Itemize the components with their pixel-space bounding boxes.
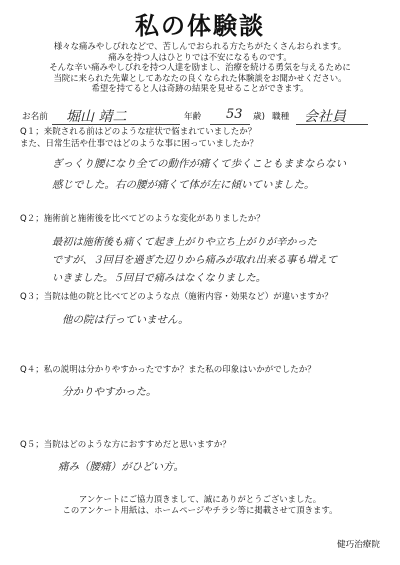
age-label: 年齢 xyxy=(184,112,202,122)
answer-2-line: 最初は施術後も痛くて起き上がりや立ち上がりが辛かった xyxy=(52,237,317,248)
answer-2-line: ですが、３回目を過ぎた辺りから痛みが取れ出来る事も増えて xyxy=(52,255,338,266)
page-title: 私の体験談 xyxy=(135,12,265,40)
answer-2-line: いきました。５回目で痛みはなくなりました。 xyxy=(52,273,266,284)
footer-line: このアンケート用紙は、ホームページやチラシ等に掲載させて頂きます。 xyxy=(62,505,338,515)
question-line: Q１；来院される前はどのような症状で悩まれていましたか？ xyxy=(20,127,257,137)
name-label: お名前 xyxy=(22,112,48,122)
intro-line: そんな辛い痛みやしびれを持つ人達を励まし、治療を続ける勇気を与えるために xyxy=(49,62,351,73)
name-value: 堀山 靖二 xyxy=(66,109,127,125)
answer-1-line: ぎっくり腰になり全ての動作が痛くて歩くこともままならない xyxy=(52,158,346,170)
answer-4: 分かりやすかった。 xyxy=(62,386,157,398)
age-suffix: 歳) xyxy=(253,112,265,122)
intro-line: 当院に来られた先輩としてあなたの良くなられた体験談をお聞かせください。 xyxy=(53,72,347,83)
question-line: また、日常生活や仕事ではどのような事に困っていましたか？ xyxy=(20,138,259,149)
footer-line: アンケートにご協力頂きまして、誠にありがとうございました。 xyxy=(78,494,322,504)
question-line: Q４；私の説明は分かりやすかったですか？また私の印象はいかがでしたか？ xyxy=(20,365,316,375)
footer-text xyxy=(0,494,400,516)
answer-3: 他の院は行っていません。 xyxy=(62,314,189,326)
answer-1-line: 感じでした。右の腰が痛くて体が左に傾いていました。 xyxy=(52,179,315,191)
question-line: Q５；当院はどのような方におすすめだと思いますか？ xyxy=(20,440,231,450)
age-underline xyxy=(210,124,250,125)
intro-line: 痛みを持つ人はひとりでは不安になるものです。 xyxy=(108,51,292,62)
question-line: Q３；当院は他の院と比べてどのような点（施術内容・効果など）が違いますか？ xyxy=(20,292,333,302)
answer-5: 痛み（腰痛）がひどい方。 xyxy=(58,461,184,473)
name-underline xyxy=(52,124,180,125)
intro-line: 様々な痛みやしびれなどで、苦しんでおられる方たちがたくさんおられます。 xyxy=(53,41,347,51)
job-label: 職種 xyxy=(272,112,290,122)
question-line: Q２；施術前と施術後を比べてどのような変化がありましたか？ xyxy=(20,214,265,224)
age-value: 53 xyxy=(226,107,243,122)
question-4 xyxy=(20,365,316,377)
intro-text xyxy=(0,41,400,94)
question-1 xyxy=(20,127,258,150)
question-2 xyxy=(20,214,265,226)
question-3 xyxy=(20,292,333,304)
job-value: 会社員 xyxy=(304,109,346,125)
question-5 xyxy=(20,440,231,452)
clinic-name: 健巧治療院 xyxy=(337,540,380,550)
job-underline xyxy=(296,124,368,125)
intro-line: 希望を持てると人は奇跡の結果を見せることができます。 xyxy=(91,83,309,94)
